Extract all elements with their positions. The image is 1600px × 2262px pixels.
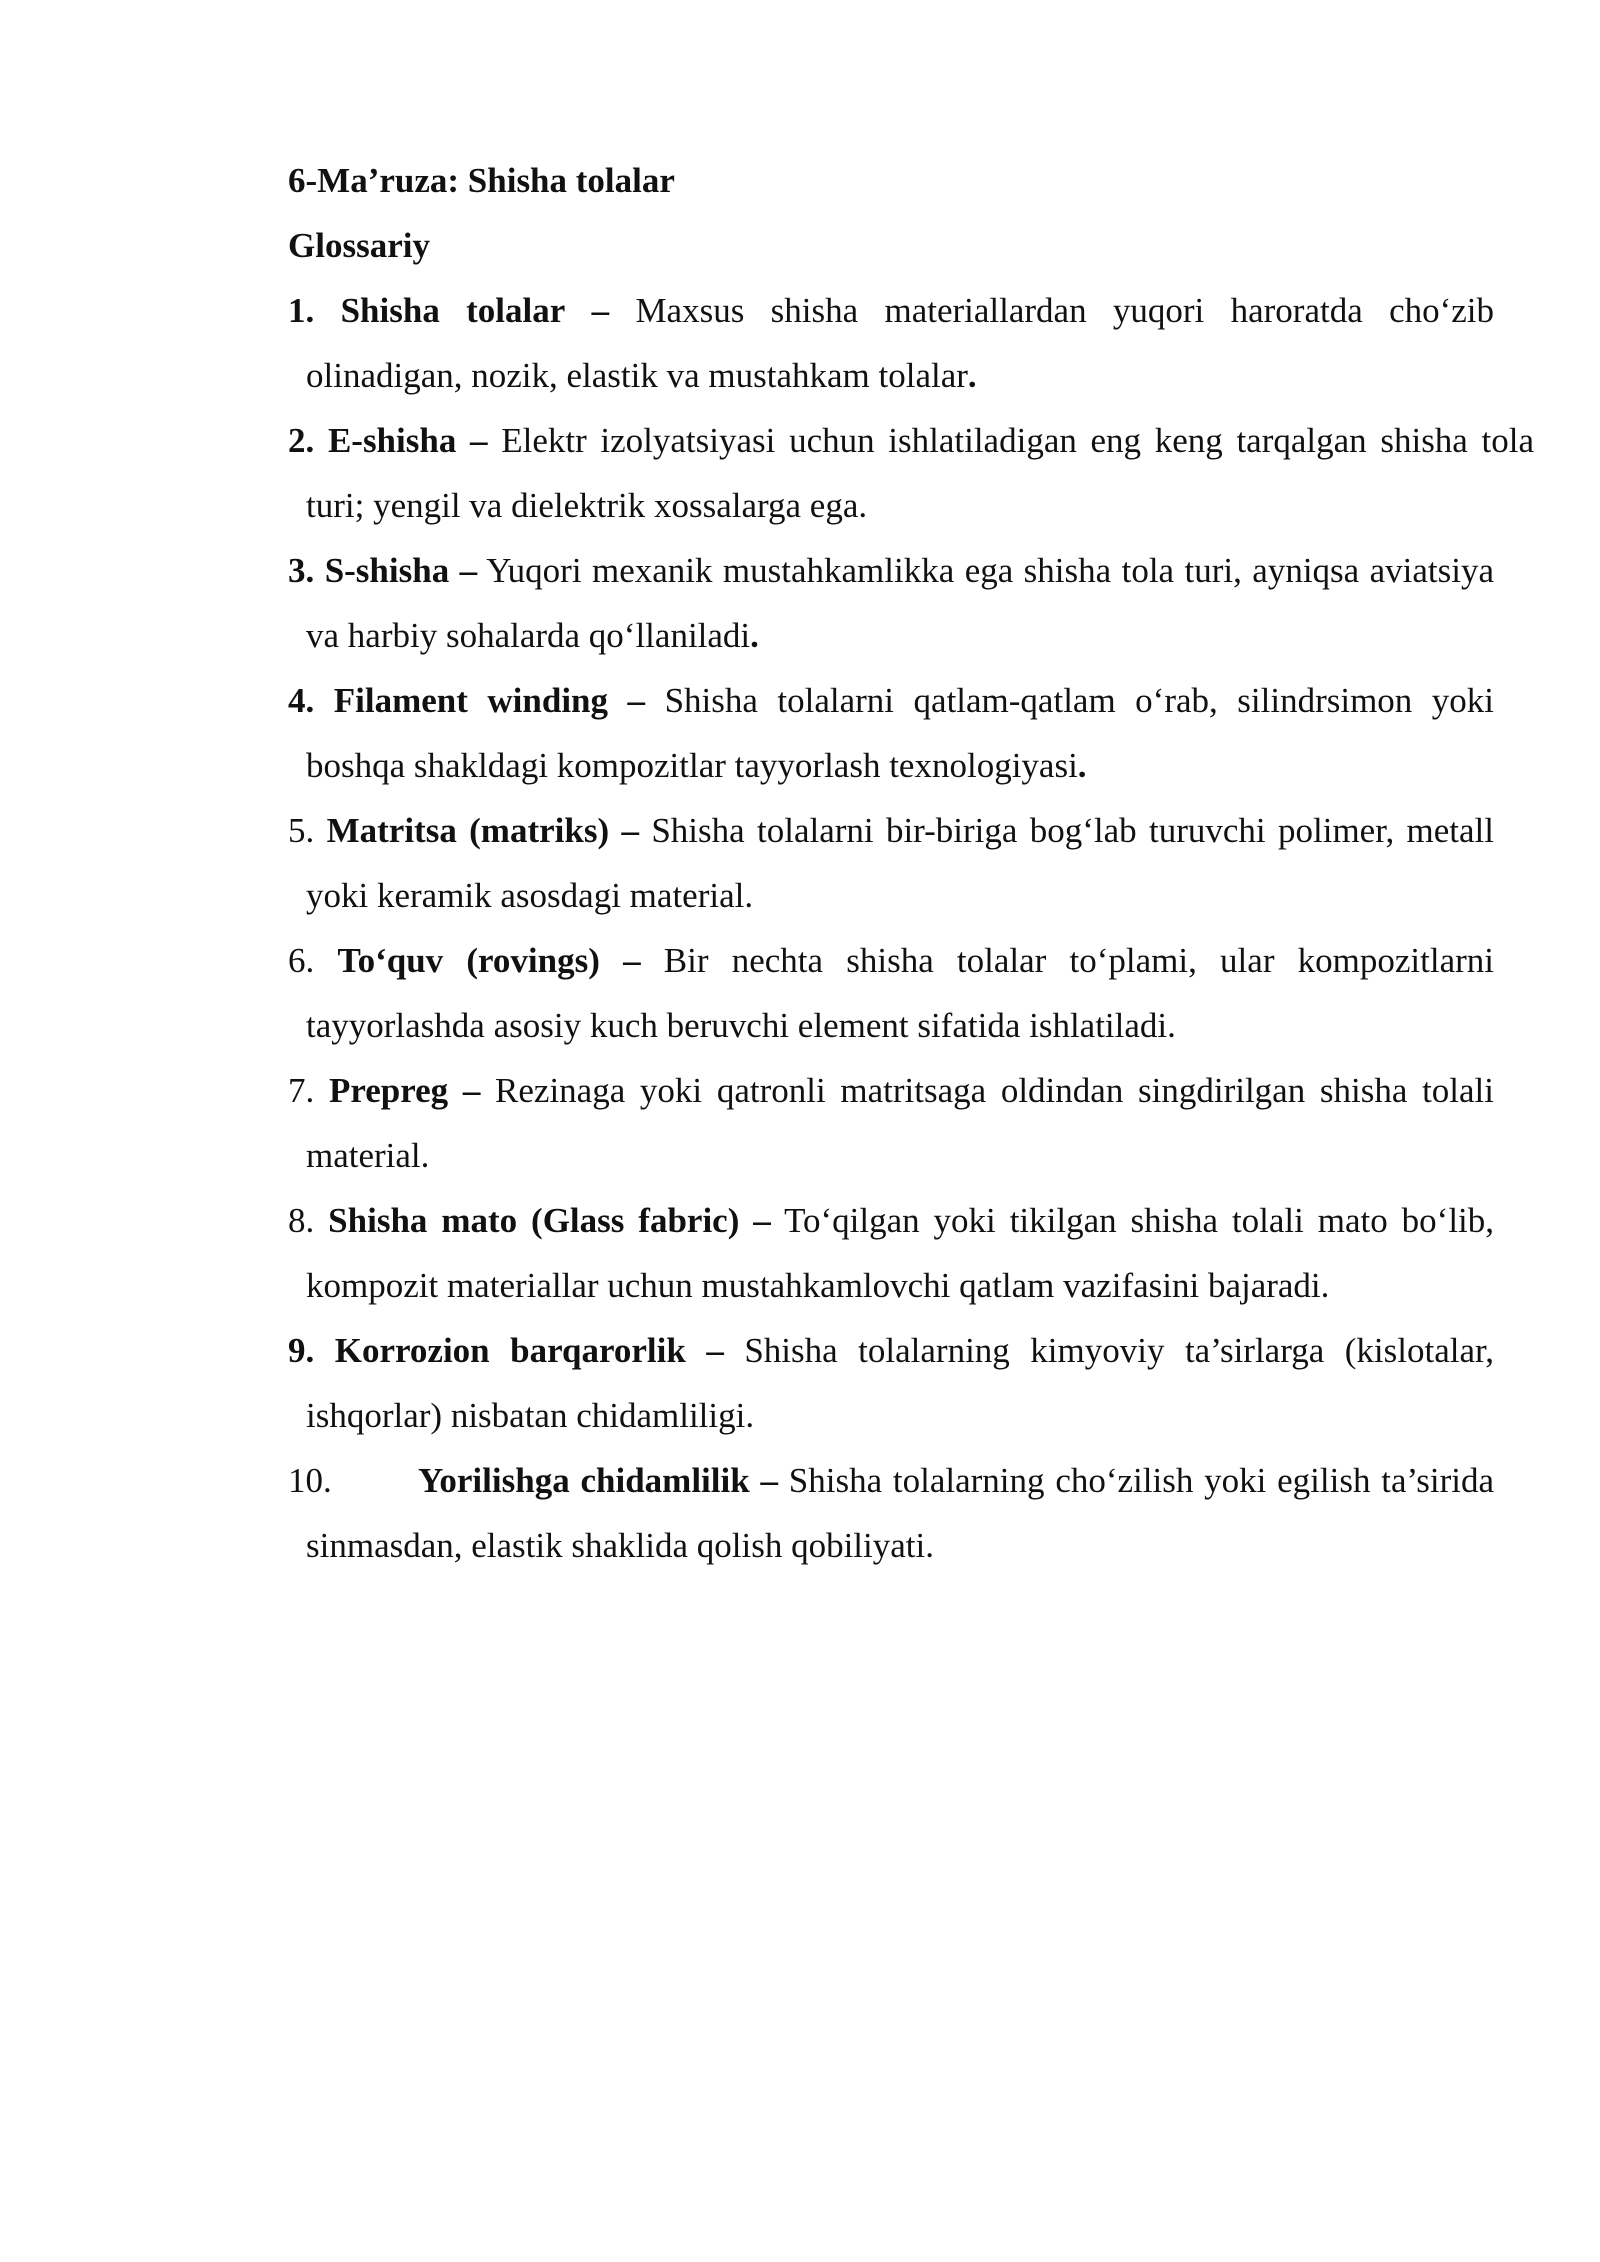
entry-dash: – — [621, 811, 639, 850]
glossary-entry — [288, 798, 1494, 928]
entry-dash: – — [459, 551, 478, 590]
entry-dash: – — [706, 1331, 724, 1370]
entry-term: To‘quv (rovings) — [337, 941, 600, 980]
entry-number: 10. — [288, 1461, 332, 1500]
entry-end: . — [1320, 1266, 1330, 1305]
lecture-title: 6-Ma’ruza: Shisha tolalar — [288, 161, 675, 200]
entry-number: 9. — [288, 1331, 315, 1370]
entry-number: 8. — [288, 1201, 315, 1240]
entry-number: 3. — [288, 551, 315, 590]
entry-dash: – — [591, 291, 610, 330]
entry-term: Korrozion barqarorlik — [334, 1331, 686, 1370]
entry-term: E-shisha — [327, 421, 457, 460]
entry-dash: – — [753, 1201, 771, 1240]
glossary-entry — [288, 408, 1534, 538]
entry-end: . — [420, 1136, 430, 1175]
entry-dash: – — [470, 421, 488, 460]
glossary-entry — [288, 538, 1494, 668]
entry-definition: Shisha tolalarni bir-biriga bog‘lab turuvchi polimer, metall yoki keramik asosdagi material — [306, 811, 1495, 915]
entry-definition: Yuqori mexanik mustahkamlikka ega shisha tola turi, ayniqsa aviatsiya va harbiy sohalarda qo‘llaniladi — [306, 551, 1495, 655]
entry-term: Shisha tolalar — [340, 291, 566, 330]
entry-definition: Rezinaga yoki qatronli matritsaga oldindan singdirilgan shisha tolali material — [306, 1071, 1495, 1175]
entry-dash: – — [462, 1071, 481, 1110]
entry-end: . — [750, 616, 759, 655]
document-page — [288, 148, 1535, 1578]
entry-end: . — [925, 1526, 934, 1565]
entry-definition: Elektr izolyatsiyasi uchun ishlatiladigan eng keng tarqalgan shisha tola turi; yengil va dielektrik xossalarga ega — [306, 421, 1535, 525]
entry-term: S-shisha — [324, 551, 450, 590]
glossary-entry — [288, 278, 1494, 408]
entry-definition: Shisha tolalarning kimyoviy ta’sirlarga (kislotalar, ishqorlar) nisbatan chidamliligi — [306, 1331, 1495, 1435]
glossary-entry — [288, 1318, 1494, 1448]
entry-end: . — [1077, 746, 1087, 785]
entry-definition: Bir nechta shisha tolalar to‘plami, ular kompozitlarni tayyorlashda asosiy kuch beruvchi element sifatida ishlatiladi — [306, 941, 1495, 1045]
entry-dash: – — [627, 681, 646, 720]
glossary-entry — [288, 1188, 1494, 1318]
glossary-entry — [288, 1448, 1494, 1578]
glossary-entry — [288, 1058, 1494, 1188]
entry-dash: – — [760, 1461, 778, 1500]
glossary-entry — [288, 668, 1494, 798]
entry-dash: – — [623, 941, 641, 980]
glossary-entry — [288, 928, 1494, 1058]
entry-term: Filament winding — [333, 681, 609, 720]
entry-end: . — [858, 486, 868, 525]
entry-number: 2. — [288, 421, 315, 460]
entry-end: . — [967, 356, 977, 395]
entry-number: 5. — [288, 811, 315, 850]
entry-term: Matritsa (matriks) — [326, 811, 610, 850]
entry-number: 6. — [288, 941, 315, 980]
entry-number: 7. — [288, 1071, 315, 1110]
entry-definition: Shisha tolalarni qatlam-qatlam o‘rab, silindrsimon yoki boshqa shakldagi kompozitlar tayyorlash texnologiyasi — [306, 681, 1495, 785]
entry-number: 4. — [288, 681, 315, 720]
entry-definition: Shisha tolalarning cho‘zilish yoki egilish ta’sirida sinmasdan, elastik shaklida qolish qobiliyati — [306, 1461, 1495, 1565]
entry-definition: Maxsus shisha materiallardan yuqori haroratda cho‘zib olinadigan, nozik, elastik va mustahkam tolalar — [306, 291, 1495, 395]
entry-term: Yorilishga chidamlilik — [418, 1461, 750, 1500]
entry-term: Shisha mato (Glass fabric) — [328, 1201, 740, 1240]
entry-number: 1. — [288, 291, 315, 330]
glossary-list — [288, 278, 1535, 1578]
entry-end: . — [744, 876, 754, 915]
glossary-heading: Glossariy — [288, 226, 430, 265]
entry-end: . — [745, 1396, 755, 1435]
entry-term: Prepreg — [328, 1071, 449, 1110]
entry-definition: To‘qilgan yoki tikilgan shisha tolali mato bo‘lib, kompozit materiallar uchun mustahkamlovchi qatlam vazifasini bajaradi — [306, 1201, 1495, 1305]
entry-end: . — [1167, 1006, 1176, 1045]
